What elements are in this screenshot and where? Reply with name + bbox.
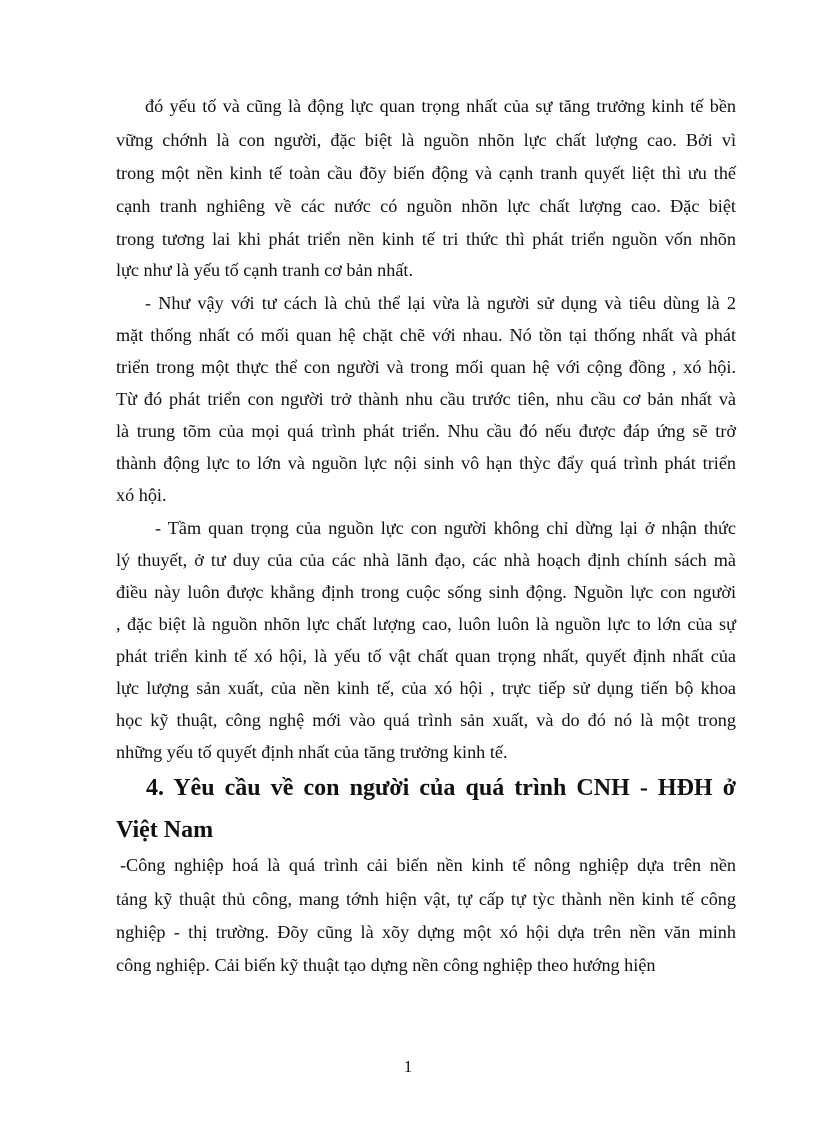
- section-heading-continuation: Việt Nam: [116, 817, 214, 843]
- text-line: lý thuyết, ở tư duy của của các nhà lãnh đạo, các nhà hoạch định chính sách mà: [116, 550, 736, 570]
- text-line: học kỹ thuật, công nghệ mới vào quá trình sản xuất, và do đó nó là một trong: [116, 710, 736, 730]
- text-line: phát triển kinh tế xó hội, là yếu tố vật chất quan trọng nhất, quyết định nhất của: [116, 646, 736, 666]
- text-line: -Công nghiệp hoá là quá trình cải biến nền kinh tế nông nghiệp dựa trên nền: [120, 855, 736, 875]
- text-line: trong một nền kinh tế toàn cầu đõy biến động và cạnh tranh quyết liệt thì ưu thế: [116, 163, 736, 183]
- text-line: triển trong một thực thể con người và trong mối quan hệ với cộng đồng , xó hội.: [116, 357, 736, 377]
- text-line: mặt thống nhất có mối quan hệ chặt chẽ với nhau. Nó tồn tại thống nhất và phát: [116, 325, 736, 345]
- text-line: lực như là yếu tố cạnh tranh cơ bản nhất.: [116, 260, 413, 280]
- section-heading: 4. Yêu cầu về con người của quá trình CNH - HĐH ở: [146, 775, 736, 801]
- text-line: nghiệp - thị trường. Đõy cũng là xõy dựng một xó hội dựa trên nền văn minh: [116, 922, 736, 942]
- text-line: cạnh tranh nghiêng về các nước có nguồn nhõn lực chất lượng cao. Đặc biệt: [116, 196, 736, 216]
- text-line: đó yếu tố và cũng là động lực quan trọng nhất của sự tăng trưởng kinh tế bền: [145, 96, 736, 116]
- text-line: trong tương lai khi phát triển nền kinh tế tri thức thì phát triển nguồn vốn nhõn: [116, 229, 736, 249]
- text-line: tảng kỹ thuật thủ công, mang tớnh hiện vật, tự cấp tự tỳc thành nền kinh tế công: [116, 889, 736, 909]
- text-line: lực lượng sản xuất, của nền kinh tế, của xó hội , trực tiếp sử dụng tiến bộ khoa: [116, 678, 736, 698]
- text-line: , đặc biệt là nguồn nhõn lực chất lượng cao, luôn luôn là nguồn lực to lớn của sự: [116, 614, 736, 634]
- page-number: 1: [403, 1057, 413, 1076]
- text-line: là trung tõm của mọi quá trình phát triển. Nhu cầu đó nếu được đáp ứng sẽ trở: [116, 421, 736, 441]
- text-line: những yếu tố quyết định nhất của tăng trưởng kinh tế.: [116, 742, 508, 762]
- text-line: công nghiệp. Cải biến kỹ thuật tạo dựng nền công nghiệp theo hướng hiện: [116, 955, 656, 975]
- text-line: Từ đó phát triển con người trở thành nhu cầu trước tiên, nhu cầu cơ bản nhất và: [116, 389, 736, 409]
- text-line: xó hội.: [116, 485, 167, 505]
- text-line: - Tầm quan trọng của nguồn lực con người không chỉ dừng lại ở nhận thức: [155, 518, 736, 538]
- text-line: vững chớnh là con người, đặc biệt là nguồn nhõn lực chất lượng cao. Bởi vì: [116, 130, 736, 150]
- text-line: thành động lực to lớn và nguồn lực nội sinh vô hạn thỳc đẩy quá trình phát triển: [116, 453, 736, 473]
- text-line: - Như vậy với tư cách là chủ thể lại vừa là người sử dụng và tiêu dùng là 2: [145, 293, 736, 313]
- text-line: điều này luôn được khẳng định trong cuộc sống sinh động. Nguồn lực con người: [116, 582, 736, 602]
